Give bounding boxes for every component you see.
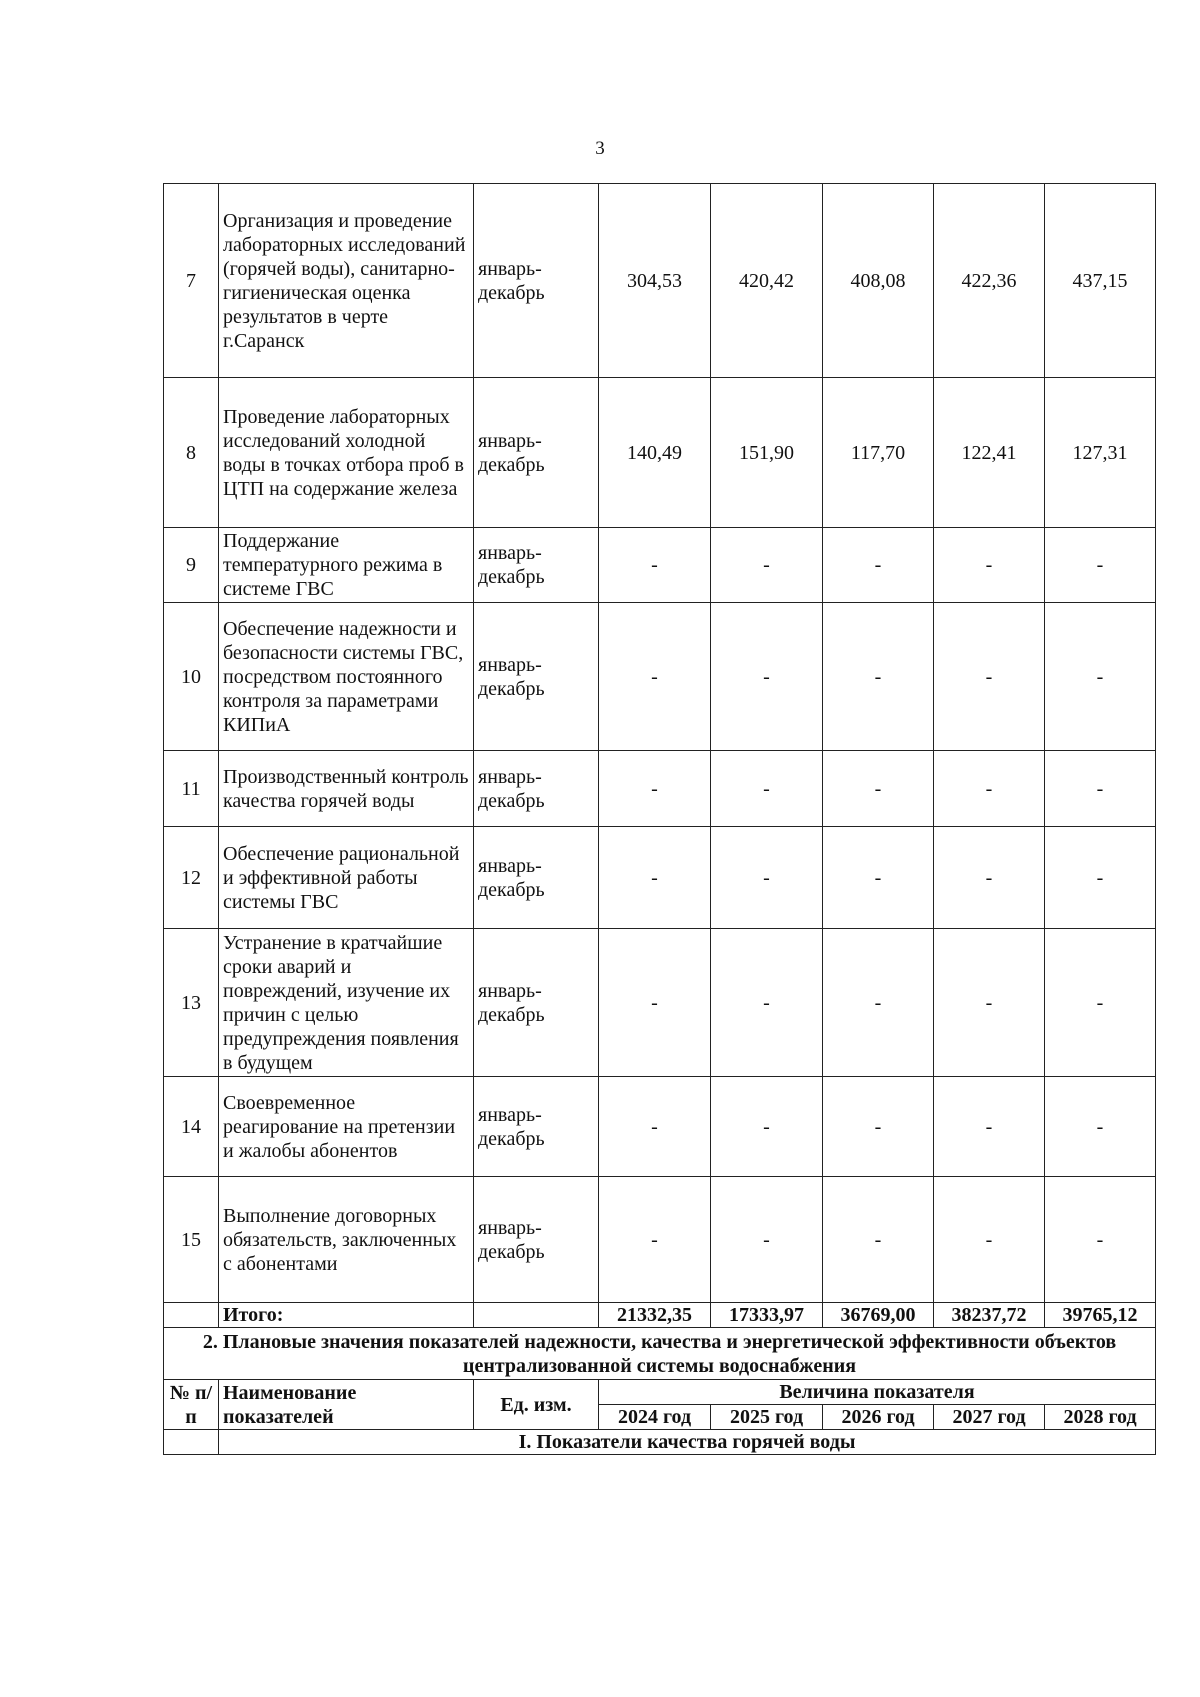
value-2027: 422,36 [934, 184, 1045, 378]
table-row [164, 1177, 1156, 1303]
total-label: Итого: [219, 1303, 474, 1328]
value-2024: - [599, 827, 711, 929]
col-header-name: Наименование показателей [219, 1380, 474, 1430]
table-row [164, 1077, 1156, 1177]
table-row [164, 827, 1156, 929]
year-2026-header: 2026 год [823, 1405, 934, 1430]
total-period-cell [474, 1303, 599, 1328]
row-period: январь-декабрь [474, 1177, 599, 1303]
value-2028: 127,31 [1045, 378, 1156, 528]
total-2026: 36769,00 [823, 1303, 934, 1328]
col-header-unit: Ед. изм. [474, 1380, 599, 1430]
row-period: январь-декабрь [474, 378, 599, 528]
row-name: Проведение лабораторных исследований холодной воды в точках отбора проб в ЦТП на содержание железа [219, 378, 474, 528]
row-period: январь-декабрь [474, 929, 599, 1077]
year-2027-header: 2027 год [934, 1405, 1045, 1430]
table-body [164, 184, 1156, 1455]
col-header-value: Величина показателя [599, 1380, 1156, 1405]
total-row [164, 1303, 1156, 1328]
value-2026: - [823, 827, 934, 929]
subsection-title: I. Показатели качества горячей воды [219, 1430, 1156, 1455]
value-2027: - [934, 929, 1045, 1077]
value-2027: - [934, 1077, 1045, 1177]
total-2025: 17333,97 [711, 1303, 823, 1328]
col-header-number: № п/п [164, 1380, 219, 1430]
row-name: Организация и проведение лабораторных исследований (горячей воды), санитарно-гигиеническая оценка результатов в черте г.Саранск [219, 184, 474, 378]
value-2028: - [1045, 603, 1156, 751]
value-2028: - [1045, 827, 1156, 929]
value-2027: - [934, 827, 1045, 929]
value-2028: - [1045, 1177, 1156, 1303]
table-row [164, 184, 1156, 378]
row-name: Производственный контроль качества горячей воды [219, 751, 474, 827]
section-title: 2. Плановые значения показателей надежности, качества и энергетической эффективности объектов централизованной системы водоснабжения [164, 1328, 1156, 1380]
table-row [164, 528, 1156, 603]
value-2024: - [599, 1177, 711, 1303]
year-2024-header: 2024 год [599, 1405, 711, 1430]
value-2025: - [711, 603, 823, 751]
value-2028: 437,15 [1045, 184, 1156, 378]
value-2027: - [934, 528, 1045, 603]
row-number: 9 [164, 528, 219, 603]
value-2026: 408,08 [823, 184, 934, 378]
value-2026: - [823, 929, 934, 1077]
value-2024: - [599, 1077, 711, 1177]
value-2025: - [711, 827, 823, 929]
row-number: 7 [164, 184, 219, 378]
row-period: январь-декабрь [474, 184, 599, 378]
year-2025-header: 2025 год [711, 1405, 823, 1430]
table-row [164, 751, 1156, 827]
value-2025: 151,90 [711, 378, 823, 528]
value-2025: - [711, 528, 823, 603]
row-name: Поддержание температурного режима в системе ГВС [219, 528, 474, 603]
table-row [164, 378, 1156, 528]
value-2025: - [711, 751, 823, 827]
value-2025: - [711, 929, 823, 1077]
value-2024: - [599, 528, 711, 603]
value-2024: - [599, 929, 711, 1077]
row-period: январь-декабрь [474, 603, 599, 751]
value-2026: - [823, 603, 934, 751]
data-table [163, 183, 1156, 1455]
value-2026: - [823, 1077, 934, 1177]
value-2027: - [934, 1177, 1045, 1303]
row-name: Обеспечение надежности и безопасности системы ГВС, посредством постоянного контроля за параметрами КИПиА [219, 603, 474, 751]
value-2028: - [1045, 751, 1156, 827]
row-name: Выполнение договорных обязательств, заключенных с абонентами [219, 1177, 474, 1303]
value-2027: - [934, 751, 1045, 827]
value-2026: 117,70 [823, 378, 934, 528]
row-period: январь-декабрь [474, 751, 599, 827]
value-2027: - [934, 603, 1045, 751]
value-2025: - [711, 1177, 823, 1303]
value-2025: - [711, 1077, 823, 1177]
value-2024: 304,53 [599, 184, 711, 378]
value-2028: - [1045, 929, 1156, 1077]
table-row [164, 929, 1156, 1077]
section-title-row [164, 1328, 1156, 1380]
year-2028-header: 2028 год [1045, 1405, 1156, 1430]
row-number: 15 [164, 1177, 219, 1303]
value-2026: - [823, 1177, 934, 1303]
row-period: январь-декабрь [474, 1077, 599, 1177]
subsection-row [164, 1430, 1156, 1455]
row-number: 10 [164, 603, 219, 751]
value-2027: 122,41 [934, 378, 1045, 528]
header-row [164, 1380, 1156, 1405]
table-row [164, 603, 1156, 751]
value-2024: 140,49 [599, 378, 711, 528]
value-2028: - [1045, 1077, 1156, 1177]
value-2026: - [823, 528, 934, 603]
subsection-number-cell [164, 1430, 219, 1455]
row-name: Обеспечение рациональной и эффективной работы системы ГВС [219, 827, 474, 929]
row-name: Устранение в кратчайшие сроки аварий и повреждений, изучение их причин с целью предупреждения появления в будущем [219, 929, 474, 1077]
row-name: Своевременное реагирование на претензии и жалобы абонентов [219, 1077, 474, 1177]
value-2025: 420,42 [711, 184, 823, 378]
row-number: 14 [164, 1077, 219, 1177]
row-number: 8 [164, 378, 219, 528]
row-period: январь-декабрь [474, 528, 599, 603]
total-number-cell [164, 1303, 219, 1328]
value-2024: - [599, 603, 711, 751]
row-period: январь-декабрь [474, 827, 599, 929]
total-2028: 39765,12 [1045, 1303, 1156, 1328]
row-number: 11 [164, 751, 219, 827]
row-number: 12 [164, 827, 219, 929]
page-number: 3 [595, 138, 605, 159]
value-2028: - [1045, 528, 1156, 603]
row-number: 13 [164, 929, 219, 1077]
value-2024: - [599, 751, 711, 827]
total-2027: 38237,72 [934, 1303, 1045, 1328]
value-2026: - [823, 751, 934, 827]
total-2024: 21332,35 [599, 1303, 711, 1328]
